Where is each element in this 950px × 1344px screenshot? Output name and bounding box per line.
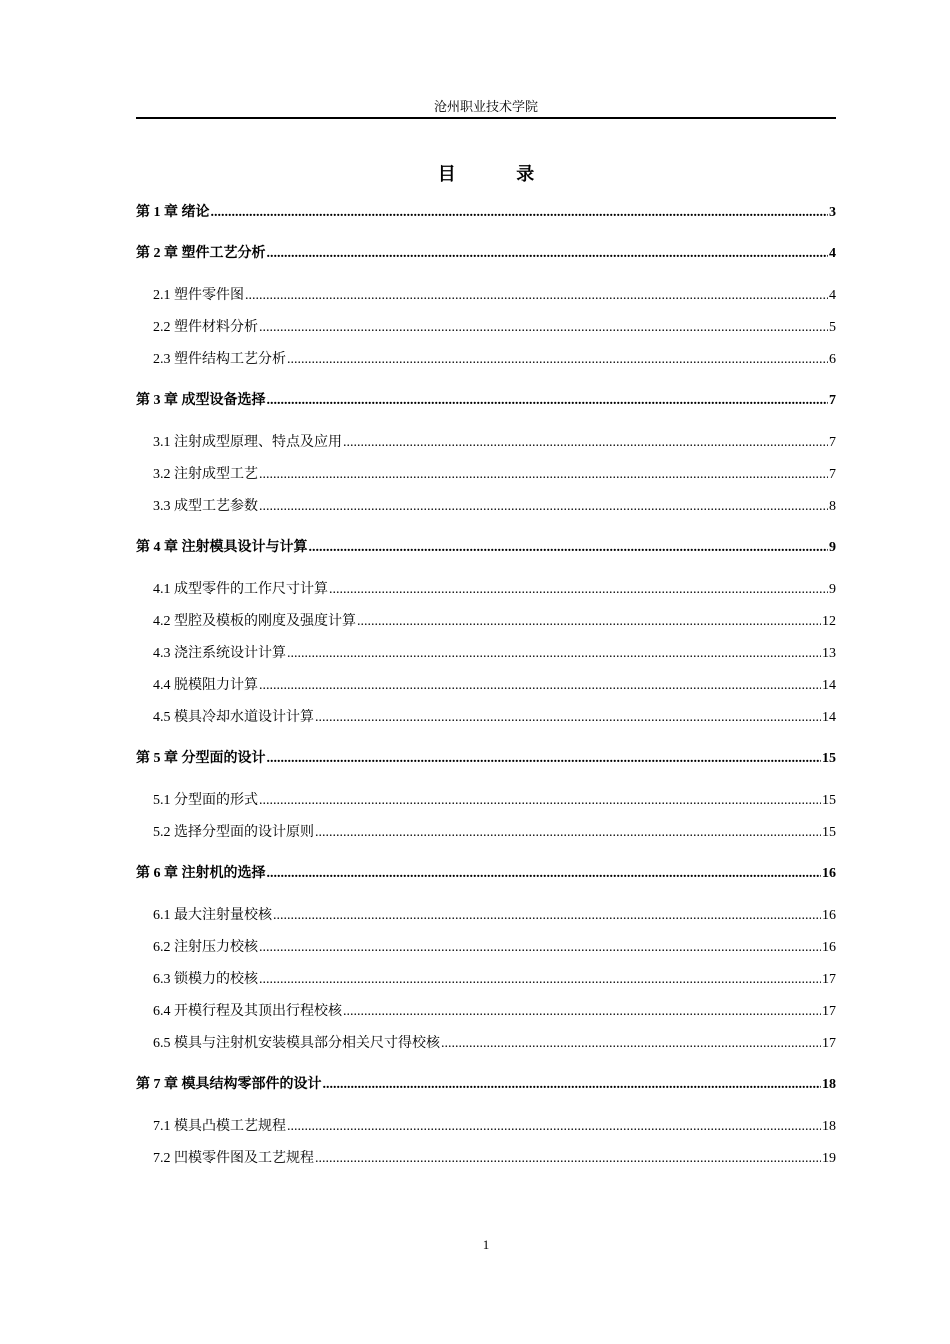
toc-dot-leader: [343, 1002, 821, 1022]
toc-section-entry[interactable]: [153, 823, 836, 843]
toc-title: 目 录: [437, 164, 563, 184]
toc-entry-page: 19: [822, 1151, 836, 1166]
toc-entry-label: 4.2 型腔及模板的刚度及强度计算: [153, 614, 356, 629]
toc-section-entry[interactable]: [153, 1117, 836, 1137]
toc-entry-label: 4.4 脱模阻力计算: [153, 678, 258, 693]
toc-entry-label: 6.2 注射压力校核: [153, 940, 258, 955]
toc-entry-label: 6.4 开模行程及其顶出行程校核: [153, 1004, 342, 1019]
toc-dot-leader: [273, 906, 821, 926]
toc-entry-label: 7.2 凹模零件图及工艺规程: [153, 1151, 314, 1166]
toc-dot-leader: [259, 465, 828, 485]
toc-dot-leader: [267, 244, 829, 264]
toc-section-entry[interactable]: [153, 580, 836, 600]
toc-entry-label: 第 7 章 模具结构零部件的设计: [136, 1077, 322, 1092]
toc-dot-leader: [315, 1149, 821, 1169]
toc-dot-leader: [259, 938, 821, 958]
toc-chapter-entry[interactable]: [136, 749, 836, 769]
toc-entry-page: 17: [822, 1036, 836, 1051]
toc-dot-leader: [309, 538, 829, 558]
toc-entry-page: 15: [822, 825, 836, 840]
toc-dot-leader: [267, 864, 822, 884]
toc-entry-page: 16: [822, 940, 836, 955]
toc-section-entry[interactable]: [153, 708, 836, 728]
toc-entry-page: 14: [822, 678, 836, 693]
toc-entry-label: 第 1 章 绪论: [136, 205, 210, 220]
toc-section-entry[interactable]: [153, 433, 836, 453]
toc-section-entry[interactable]: [153, 497, 836, 517]
toc-entry-page: 7: [829, 393, 836, 408]
toc-dot-leader: [343, 433, 828, 453]
toc-section-entry[interactable]: [153, 318, 836, 338]
toc-entry-label: 7.1 模具凸模工艺规程: [153, 1119, 286, 1134]
toc-entry-label: 5.1 分型面的形式: [153, 793, 258, 808]
toc-section-entry[interactable]: [153, 938, 836, 958]
toc-dot-leader: [245, 286, 828, 306]
toc-entry-label: 第 4 章 注射模具设计与计算: [136, 540, 308, 555]
toc-entry-label: 6.3 锁模力的校核: [153, 972, 258, 987]
toc-entry-page: 18: [822, 1077, 836, 1092]
toc-entry-page: 17: [822, 972, 836, 987]
toc-entry-page: 12: [822, 614, 836, 629]
toc-dot-leader: [315, 708, 821, 728]
toc-section-entry[interactable]: [153, 465, 836, 485]
toc-entry-label: 2.1 塑件零件图: [153, 288, 244, 303]
toc-section-entry[interactable]: [153, 350, 836, 370]
toc-dot-leader: [259, 970, 821, 990]
toc-entry-page: 14: [822, 710, 836, 725]
toc-dot-leader: [287, 644, 821, 664]
toc-dot-leader: [441, 1034, 821, 1054]
toc-section-entry[interactable]: [153, 612, 836, 632]
toc-entry-label: 第 6 章 注射机的选择: [136, 866, 266, 881]
toc-entry-page: 9: [829, 540, 836, 555]
toc-section-entry[interactable]: [153, 1002, 836, 1022]
toc-section-entry[interactable]: [153, 1034, 836, 1054]
toc-dot-leader: [259, 497, 828, 517]
toc-entry-page: 16: [822, 866, 836, 881]
toc-dot-leader: [259, 318, 828, 338]
toc-dot-leader: [259, 791, 821, 811]
toc-entry-label: 4.1 成型零件的工作尺寸计算: [153, 582, 328, 597]
toc-dot-leader: [287, 350, 828, 370]
toc-entry-label: 4.3 浇注系统设计计算: [153, 646, 286, 661]
toc-entry-page: 4: [829, 246, 836, 261]
toc-dot-leader: [211, 203, 829, 223]
toc-dot-leader: [267, 749, 822, 769]
toc-chapter-entry[interactable]: [136, 203, 836, 223]
toc-entry-label: 3.2 注射成型工艺: [153, 467, 258, 482]
toc-entry-page: 7: [829, 467, 836, 482]
toc-entry-page: 9: [829, 582, 836, 597]
toc-entry-label: 第 3 章 成型设备选择: [136, 393, 266, 408]
toc-entry-label: 6.1 最大注射量校核: [153, 908, 272, 923]
toc-chapter-entry[interactable]: [136, 244, 836, 264]
toc-entry-label: 6.5 模具与注射机安装模具部分相关尺寸得校核: [153, 1036, 440, 1051]
toc-entry-page: 16: [822, 908, 836, 923]
toc-entry-page: 15: [822, 751, 836, 766]
header-rule: [136, 117, 836, 119]
toc-chapter-entry[interactable]: [136, 1075, 836, 1095]
toc-section-entry[interactable]: [153, 676, 836, 696]
toc-dot-leader: [315, 823, 821, 843]
toc-entry-label: 2.2 塑件材料分析: [153, 320, 258, 335]
toc-entry-page: 6: [829, 352, 836, 367]
toc-dot-leader: [323, 1075, 822, 1095]
toc-entry-page: 8: [829, 499, 836, 514]
toc-entry-label: 5.2 选择分型面的设计原则: [153, 825, 314, 840]
toc-dot-leader: [287, 1117, 821, 1137]
page-header: 沧州职业技术学院: [433, 99, 538, 114]
toc-entry-page: 15: [822, 793, 836, 808]
toc-entry-page: 3: [829, 205, 836, 220]
toc-entry-page: 17: [822, 1004, 836, 1019]
toc-entry-page: 5: [829, 320, 836, 335]
toc-dot-leader: [329, 580, 828, 600]
toc-section-entry[interactable]: [153, 644, 836, 664]
toc-section-entry[interactable]: [153, 286, 836, 306]
toc-entry-label: 3.1 注射成型原理、特点及应用: [153, 435, 342, 450]
toc-entry-page: 4: [829, 288, 836, 303]
toc-dot-leader: [267, 391, 829, 411]
toc-section-entry[interactable]: [153, 970, 836, 990]
toc-entry-label: 第 5 章 分型面的设计: [136, 751, 266, 766]
toc-chapter-entry[interactable]: [136, 864, 836, 884]
toc-chapter-entry[interactable]: [136, 391, 836, 411]
toc-chapter-entry[interactable]: [136, 538, 836, 558]
toc-section-entry[interactable]: [153, 906, 836, 926]
toc-entry-page: 7: [829, 435, 836, 450]
toc-dot-leader: [357, 612, 821, 632]
toc-dot-leader: [259, 676, 821, 696]
toc-section-entry[interactable]: [153, 1149, 836, 1169]
toc-entry-label: 3.3 成型工艺参数: [153, 499, 258, 514]
page-number: 1: [482, 1237, 490, 1252]
toc-entry-label: 4.5 模具冷却水道设计计算: [153, 710, 314, 725]
toc-entry-label: 第 2 章 塑件工艺分析: [136, 246, 266, 261]
toc-entry-page: 13: [822, 646, 836, 661]
toc-entry-page: 18: [822, 1119, 836, 1134]
toc-section-entry[interactable]: [153, 791, 836, 811]
toc-entry-label: 2.3 塑件结构工艺分析: [153, 352, 286, 367]
